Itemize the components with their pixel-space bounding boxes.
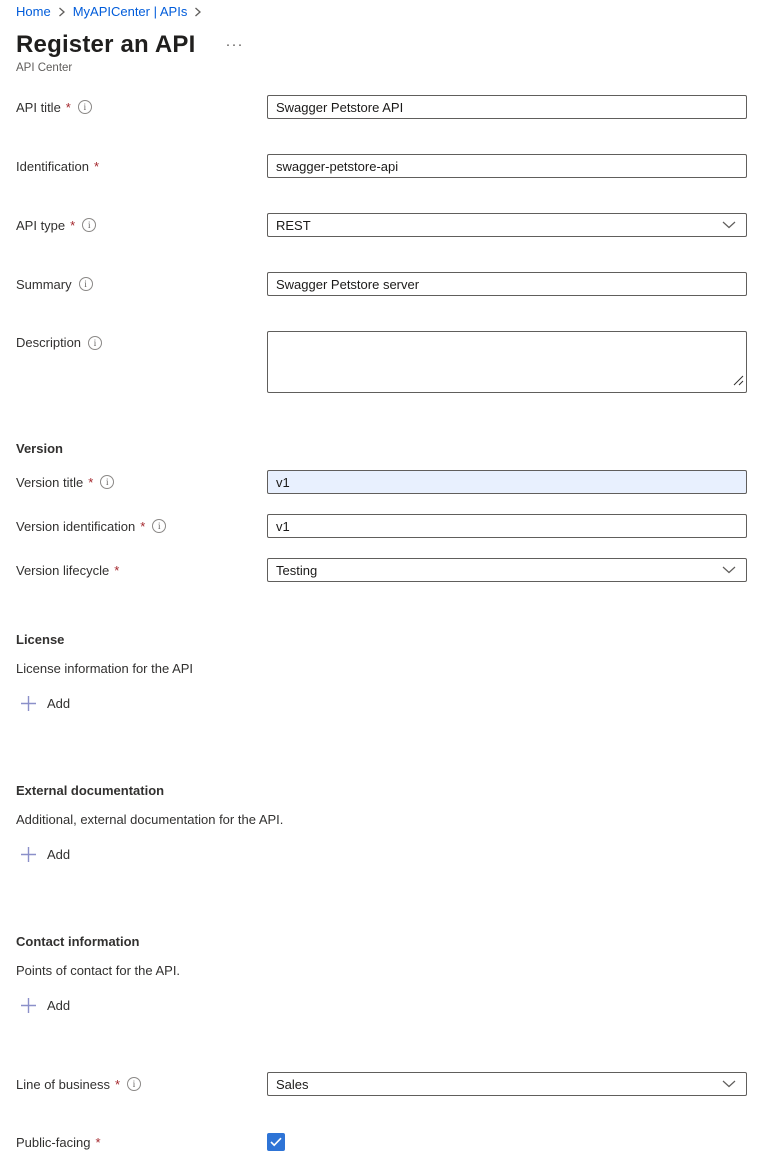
field-label bbox=[16, 100, 267, 115]
breadcrumb-link-home[interactable]: Home bbox=[16, 3, 51, 19]
page-subtitle: API Center bbox=[16, 62, 73, 74]
section-title-contact-information: Contact information bbox=[16, 934, 140, 949]
field-label-text: API title bbox=[16, 99, 61, 115]
version-identification-input[interactable] bbox=[267, 514, 747, 538]
chevron-down-icon bbox=[722, 1080, 736, 1088]
add-button-label: Add bbox=[47, 696, 71, 711]
field-row-api-type bbox=[16, 213, 765, 237]
field-row-identification bbox=[16, 154, 765, 178]
required-marker: * bbox=[70, 217, 76, 233]
description-textarea[interactable] bbox=[267, 331, 747, 393]
field-label-text: Public-facing bbox=[16, 1134, 91, 1150]
contact-information-section bbox=[16, 934, 765, 1017]
line-of-business-selected-value: Sales bbox=[276, 1076, 309, 1092]
info-icon[interactable]: i bbox=[82, 218, 96, 232]
external-documentation-section bbox=[16, 783, 765, 866]
chevron-down-icon bbox=[722, 566, 736, 574]
add-button-label: Add bbox=[47, 847, 71, 862]
chevron-right-icon bbox=[194, 7, 202, 17]
field-label-text: Version title bbox=[16, 474, 84, 490]
plus-icon bbox=[20, 695, 37, 712]
field-label bbox=[16, 159, 267, 174]
required-marker: * bbox=[140, 518, 146, 534]
add-external-documentation-button[interactable] bbox=[18, 844, 72, 865]
plus-icon bbox=[20, 846, 37, 863]
field-label-text: Summary bbox=[16, 276, 72, 292]
field-label-text: Description bbox=[16, 335, 82, 350]
section-title-license: License bbox=[16, 632, 65, 647]
chevron-right-icon bbox=[58, 7, 66, 17]
field-row-version-lifecycle bbox=[16, 558, 765, 582]
field-label bbox=[16, 1135, 267, 1150]
required-marker: * bbox=[94, 158, 100, 174]
required-marker: * bbox=[95, 1134, 101, 1150]
license-section bbox=[16, 632, 765, 715]
breadcrumb bbox=[16, 3, 765, 19]
field-label bbox=[16, 1077, 267, 1092]
add-button-label: Add bbox=[47, 998, 71, 1013]
api-type-select[interactable] bbox=[267, 213, 747, 237]
section-title-external-documentation: External documentation bbox=[16, 783, 165, 798]
field-row-summary bbox=[16, 272, 765, 296]
add-license-button[interactable] bbox=[18, 693, 72, 714]
more-options-button[interactable]: ··· bbox=[225, 36, 244, 53]
add-contact-button[interactable] bbox=[18, 995, 72, 1016]
field-row-line-of-business bbox=[16, 1072, 765, 1096]
required-marker: * bbox=[114, 1076, 121, 1092]
field-label-text: Line of business bbox=[16, 1076, 110, 1092]
identification-input[interactable] bbox=[267, 154, 747, 178]
license-description: License information for the API bbox=[16, 661, 194, 676]
summary-input[interactable] bbox=[267, 272, 747, 296]
section-title-version: Version bbox=[16, 441, 63, 456]
info-icon[interactable]: i bbox=[100, 475, 114, 489]
required-marker: * bbox=[114, 562, 120, 578]
version-title-input[interactable] bbox=[267, 470, 747, 494]
field-label bbox=[16, 218, 267, 233]
version-lifecycle-select[interactable] bbox=[267, 558, 747, 582]
contact-information-description: Points of contact for the API. bbox=[16, 963, 181, 978]
field-label bbox=[16, 475, 267, 490]
field-row-description bbox=[16, 331, 765, 393]
field-label bbox=[16, 563, 267, 578]
api-type-selected-value: REST bbox=[276, 217, 311, 233]
chevron-down-icon bbox=[722, 221, 736, 229]
info-icon[interactable]: i bbox=[79, 277, 93, 291]
field-row-public-facing bbox=[16, 1133, 765, 1151]
field-row-version-identification bbox=[16, 514, 765, 538]
external-documentation-description: Additional, external documentation for the API. bbox=[16, 812, 284, 827]
plus-icon bbox=[20, 997, 37, 1014]
info-icon[interactable]: i bbox=[152, 519, 166, 533]
field-row-api-title bbox=[16, 95, 765, 119]
field-label-text: Version identification bbox=[16, 518, 136, 534]
page-title: Register an API bbox=[16, 31, 196, 58]
checkmark-icon bbox=[270, 1137, 282, 1147]
field-label-text: Identification bbox=[16, 158, 89, 174]
field-label bbox=[16, 277, 267, 292]
line-of-business-select[interactable] bbox=[267, 1072, 747, 1096]
breadcrumb-link-apicenter-apis[interactable]: MyAPICenter | APIs bbox=[72, 3, 188, 19]
info-icon[interactable]: i bbox=[78, 100, 92, 114]
field-label bbox=[16, 519, 267, 534]
info-icon[interactable]: i bbox=[88, 336, 102, 350]
register-api-form bbox=[16, 95, 765, 1151]
field-label-text: API type bbox=[16, 217, 66, 233]
field-row-version-title bbox=[16, 470, 765, 494]
version-lifecycle-selected-value: Testing bbox=[276, 562, 318, 578]
info-icon[interactable]: i bbox=[127, 1077, 141, 1091]
field-label bbox=[16, 335, 267, 350]
resize-handle-icon[interactable] bbox=[733, 374, 744, 389]
field-label-text: Version lifecycle bbox=[16, 562, 110, 578]
public-facing-checkbox[interactable] bbox=[267, 1133, 285, 1151]
api-title-input[interactable] bbox=[267, 95, 747, 119]
required-marker: * bbox=[88, 474, 94, 490]
required-marker: * bbox=[65, 99, 71, 115]
